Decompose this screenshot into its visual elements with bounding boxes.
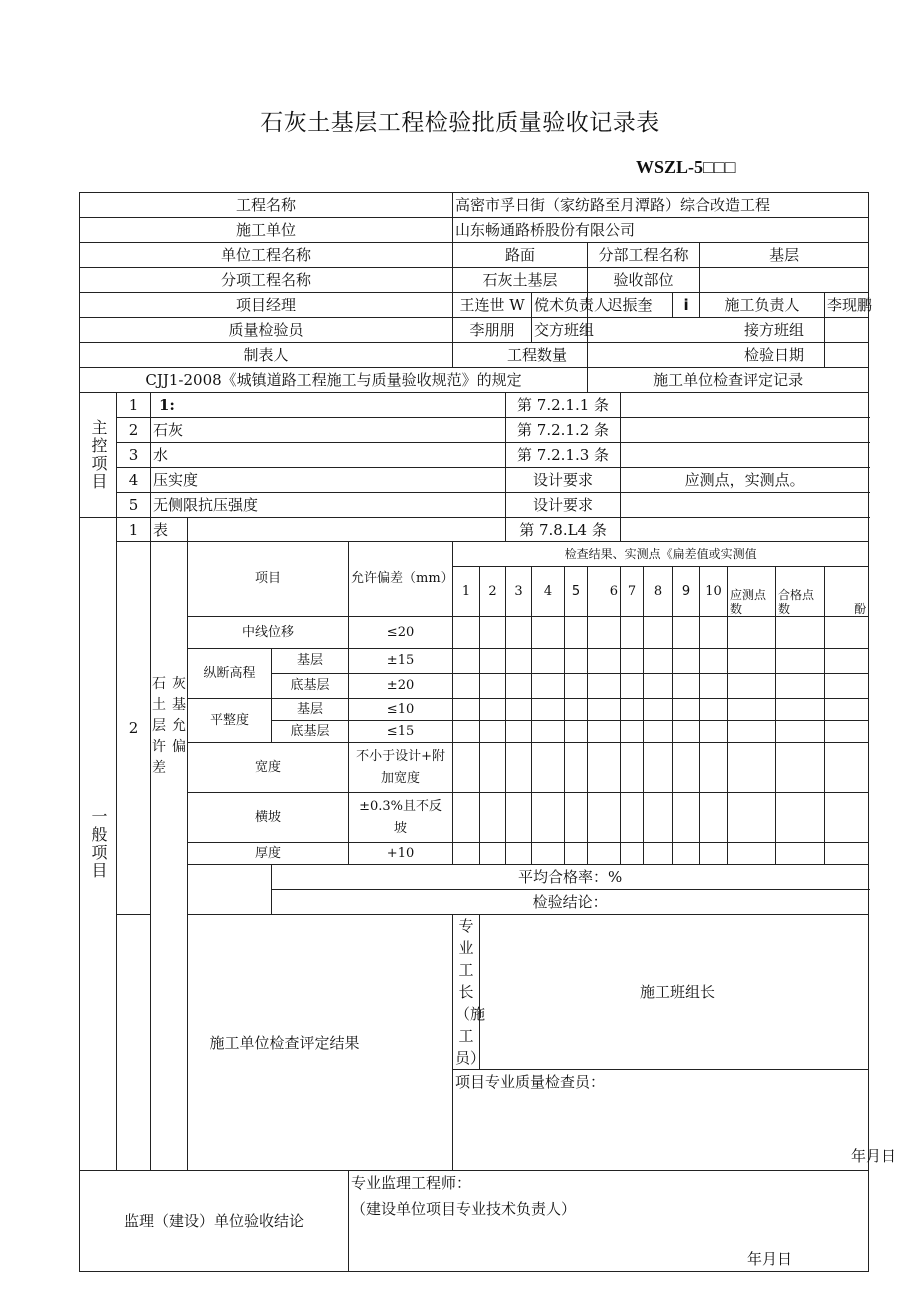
construction-lead: 李现鹏 — [825, 293, 869, 318]
item-header: 项目 — [188, 542, 349, 617]
team-leader-label: 施工班组长 — [480, 915, 869, 1070]
supervisor-result-label: 监理（建设）单位验收结论 — [80, 1171, 349, 1272]
project-name-label: 工程名称 — [80, 193, 453, 218]
sub-project: 基层 — [700, 243, 869, 268]
main-row-3-no: 3 — [117, 443, 151, 468]
standard-header: CJJ1-2008《城镇道路工程施工与质量验收规范》的规定 — [80, 368, 588, 393]
rate-header: 酚 — [825, 567, 869, 617]
receive-team-label: 接方班组 — [588, 318, 825, 343]
tolerance-header: 允许偏差（mm） — [349, 542, 453, 617]
point-2: 2 — [480, 567, 506, 617]
inspector-name: 李朋朋 — [453, 318, 532, 343]
quality-inspector-label: 项目专业质量检查员： — [455, 1073, 606, 1091]
row-profile-base — [80, 649, 869, 674]
contractor-result-label: 施工单位检查评定结果 — [117, 915, 453, 1171]
thickness-name: 厚度 — [188, 843, 349, 865]
group-label-col-1: 石 土 层 许 差 — [152, 676, 166, 776]
owner-tech-label: （建设单位项目专业技术负责人） — [351, 1200, 577, 1218]
pass-header: 合格点数 — [776, 567, 825, 617]
construction-lead-label: 施工负责人 — [700, 293, 825, 318]
general-row-1-item: 表 — [151, 518, 188, 542]
point-5: 5 — [565, 567, 588, 617]
project-name: 高密市孚日街（家纺路至月潭路）综合改造工程 — [453, 193, 869, 218]
main-row-3-clause: 第 7.2.1.3 条 — [506, 443, 621, 468]
date-value — [825, 343, 869, 368]
profile-name: 纵断高程 — [188, 649, 272, 699]
main-row-5-record — [621, 493, 869, 518]
centerline-name: 中线位移 — [188, 617, 349, 649]
preparer-label: 制表人 — [80, 343, 453, 368]
date-2: 年月日 — [747, 1250, 793, 1268]
general-row-1-record — [621, 518, 869, 542]
unit-project: 路面 — [453, 243, 588, 268]
point-8: 8 — [644, 567, 673, 617]
point-4: 4 — [532, 567, 565, 617]
quality-inspector-cell — [453, 1070, 897, 1171]
item-project-label: 分项工程名称 — [80, 268, 453, 293]
main-row-1-item: 1: — [151, 393, 506, 418]
tech-lead-label: 傥术负责人 — [532, 293, 588, 318]
flatness-subbase-sub: 底基层 — [272, 721, 349, 743]
point-6: 6 — [588, 567, 621, 617]
main-row-3-record — [621, 443, 869, 468]
tech-lead: 迟振奎 — [588, 293, 673, 318]
slope-tol: ±0.3%且不反坡 — [349, 793, 453, 843]
main-row-1-no: 1 — [117, 393, 151, 418]
main-row-5-item: 无侧限抗压强度 — [151, 493, 506, 518]
supervisor-engineer-label: 专业监理工程师： — [351, 1174, 472, 1192]
item-project: 石灰土基层 — [453, 268, 588, 293]
main-row-3-item: 水 — [151, 443, 506, 468]
main-row-2-record — [621, 418, 869, 443]
acceptance-part — [700, 268, 869, 293]
profile-subbase-tol: ±20 — [349, 674, 453, 699]
main-row-4-record: 应测点，实测点。 — [621, 468, 869, 493]
row-slope — [80, 793, 869, 843]
profile-base-tol: ±15 — [349, 649, 453, 674]
slope-name: 横坡 — [188, 793, 349, 843]
form-code: WSZL-5□□□ — [636, 157, 736, 177]
point-1: 1 — [453, 567, 480, 617]
receive-team-value — [825, 318, 869, 343]
flatness-base-tol: ≤10 — [349, 699, 453, 721]
main-row-5-clause: 设计要求 — [506, 493, 621, 518]
sub-project-label: 分部工程名称 — [588, 243, 700, 268]
point-9: 9 — [673, 567, 700, 617]
profile-subbase-sub: 底基层 — [272, 674, 349, 699]
record-header: 施工单位检查评定记录 — [588, 368, 869, 393]
thickness-tol: +10 — [349, 843, 453, 865]
row-width — [80, 743, 869, 793]
general-row-1-blank — [188, 518, 506, 542]
foreman-label: 专业工长（施工员） — [453, 915, 480, 1070]
mark-i: i — [673, 293, 700, 318]
width-name: 宽度 — [188, 743, 349, 793]
general-row-2-no: 2 — [117, 542, 151, 915]
main-row-1-record — [621, 393, 869, 418]
main-row-2-clause: 第 7.2.1.2 条 — [506, 418, 621, 443]
main-row-1-clause: 第 7.2.1.1 条 — [506, 393, 621, 418]
inspector-label: 质量检验员 — [80, 318, 453, 343]
main-row-2-item: 石灰 — [151, 418, 506, 443]
contractor: 山东畅通路桥股份有限公司 — [453, 218, 869, 243]
profile-base-sub: 基层 — [272, 649, 349, 674]
date-1: 年月日 — [851, 1147, 897, 1165]
row-thickness — [80, 843, 869, 865]
avg-pass-rate: 平均合格率：% — [272, 865, 869, 890]
handover-team-label: 交方班组 — [532, 318, 588, 343]
centerline-tol: ≤20 — [349, 617, 453, 649]
flatness-name: 平整度 — [188, 699, 272, 743]
point-10: 10 — [700, 567, 728, 617]
main-row-4-item: 压实度 — [151, 468, 506, 493]
main-row-4-no: 4 — [117, 468, 151, 493]
main-control-label: 主控项目 — [80, 393, 117, 518]
count-header: 应测点数 — [728, 567, 776, 617]
inspection-record-table — [79, 192, 897, 1272]
contractor-label: 施工单位 — [80, 218, 453, 243]
general-row-1-clause: 第 7.8.L4 条 — [506, 518, 621, 542]
unit-project-label: 单位工程名称 — [80, 243, 453, 268]
flatness-subbase-tol: ≤15 — [349, 721, 453, 743]
flatness-base-sub: 基层 — [272, 699, 349, 721]
general-row-1-no: 1 — [117, 518, 151, 542]
supervisor-cell — [349, 1171, 869, 1272]
group-label-col-2: 灰 基 允 偏 — [172, 676, 186, 755]
check-header: 检查结果、实测点《扁差值或实测值 — [453, 542, 869, 567]
general-label: 一般项目 — [80, 518, 117, 1171]
pm-name: 王连世 W — [453, 293, 532, 318]
point-3: 3 — [506, 567, 532, 617]
quantity-label: 工程数量 — [453, 343, 588, 368]
page-title: 石灰土基层工程检验批质量验收记录表 — [260, 110, 660, 136]
row-flatness-base — [80, 699, 869, 721]
inspection-conclusion: 检验结论： — [272, 890, 869, 915]
general-row-2-no-blank — [188, 865, 272, 915]
pm-label: 项目经理 — [80, 293, 453, 318]
date-label: 检验日期 — [588, 343, 825, 368]
main-row-2-no: 2 — [117, 418, 151, 443]
acceptance-part-label: 验收部位 — [588, 268, 700, 293]
point-7: 7 — [621, 567, 644, 617]
main-row-4-clause: 设计要求 — [506, 468, 621, 493]
main-row-5-no: 5 — [117, 493, 151, 518]
row-centerline — [80, 617, 869, 649]
width-tol: 不小于设计+附加宽度 — [349, 743, 453, 793]
